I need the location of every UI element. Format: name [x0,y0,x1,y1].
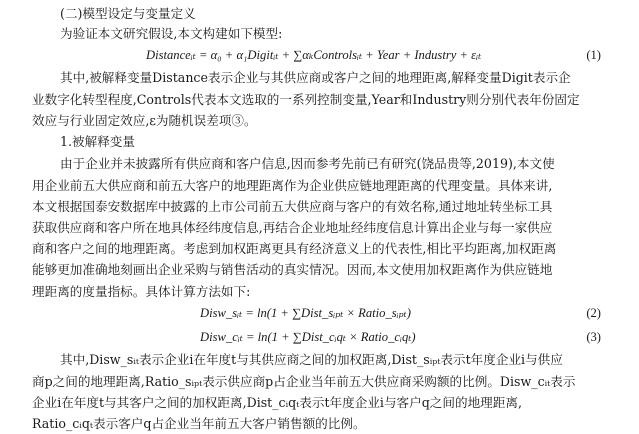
definition-line: Ratio_cᵢqₜ表示客户q占企业当年前五大客户销售额的比例。 [32,416,366,431]
paragraph-line: 获取供应商和客户所在地具体经纬度信息,再结合企业地址经纬度信息计算出企业与每一家供应 [32,220,553,235]
paragraph-line: 用企业前五大供应商和前五大客户的地理距离作为企业供应链地理距离的代理变量。具体来讲, [32,178,553,193]
explanation-line: 业数字化转型程度,Controls代表本文选取的一系列控制变量,Year和Industry则分别代表年份固定 [32,92,580,107]
definition-line: 商p之间的地理距离,Ratio_sᵢₚₜ表示供应商p占企业当年前五大供应商采购额的比例。Disw_cᵢₜ表示 [32,374,576,389]
equation-3: Disw_cᵢₜ = ln(1 + ∑Dist_cᵢqₜ × Ratio_cᵢqₜ) [200,330,416,344]
paragraph-line: 商和客户之间的地理距离。考虑到加权距离更具有经济意义上的代表性,相比平均距离,加权距离 [32,241,557,256]
section-heading: (二)模型设定与变量定义 [60,6,196,21]
explanation-line: 效应与行业固定效应,ε为随机误差项③。 [32,113,257,128]
equation-number-1: (1) [586,48,601,62]
model-equation: Distanceᵢₜ = α₀ + α₁Digitᵢₜ + ∑αₖControlsᵢₜ + Year + Industry + εᵢₜ [146,48,482,62]
equation-number-2: (2) [586,306,601,320]
paragraph-line: 由于企业并未披露所有供应商和客户信息,因而参考先前已有研究(饶品贵等,2019),本文使 [60,156,555,171]
definition-line: 其中,Disw_sᵢₜ表示企业i在年度t与其供应商之间的加权距离,Dist_sᵢₚₜ表示t年度企业i与供应 [60,352,563,367]
definition-line: 企业i在年度t与其客户之间的加权距离,Dist_cᵢqₜ表示t年度企业i与客户q之间的地理距离, [32,395,522,410]
paragraph-line: 理距离的度量指标。具体计算方法如下: [32,284,251,299]
paragraph-line: 本文根据国泰安数据库中披露的上市公司前五大供应商与客户的有效名称,通过地址转坐标工具 [32,199,553,214]
explanation-line: 其中,被解释变量Distance表示企业与其供应商或客户之间的地理距离,解释变量Digit表示企 [60,70,571,85]
equation-2: Disw_sᵢₜ = ln(1 + ∑Dist_sᵢₚₜ × Ratio_sᵢₚₜ) [200,306,411,320]
equation-number-3: (3) [586,330,601,344]
model-intro: 为验证本文研究假设,本文构建如下模型: [60,26,283,41]
subsection-heading: 1.被解释变量 [60,134,135,149]
paragraph-line: 能够更加准确地刻画出企业采购与销售活动的真实情况。因而,本文使用加权距离作为供应链地 [32,262,553,277]
